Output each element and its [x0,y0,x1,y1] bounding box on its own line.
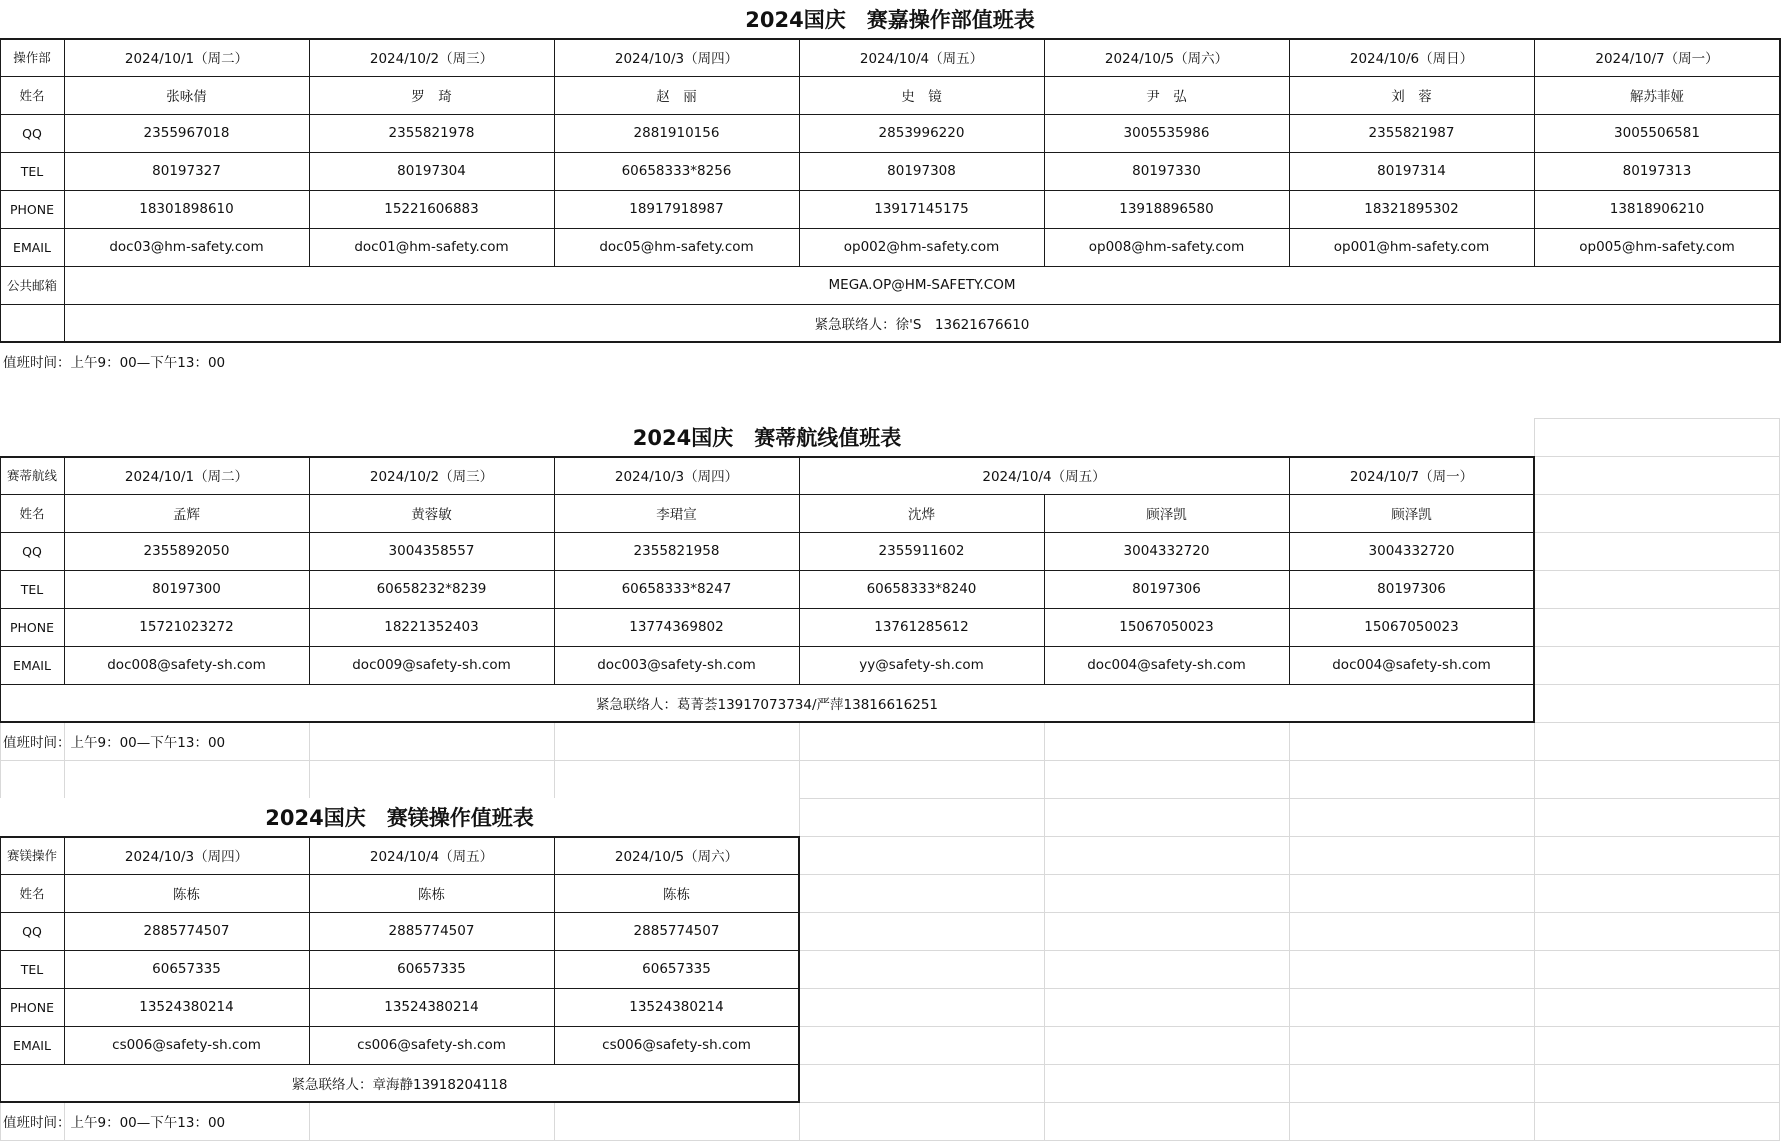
table-row-line [0,228,1780,229]
table2-cell[interactable]: 13774369802 [629,619,724,635]
table1-cell[interactable]: 80197314 [1377,163,1446,179]
table3-corner-label[interactable]: 赛镁操作 [6,848,57,863]
table2-date-3[interactable]: 2024/10/3（周四） [614,469,739,485]
table2-date-4[interactable]: 2024/10/4（周五） [982,469,1106,485]
table-row-line [0,1064,799,1065]
table1-cell[interactable]: 15221606883 [384,201,479,217]
table-row-line [0,266,1780,267]
table-border-left [0,456,1,722]
table2-cell[interactable]: 李珺宣 [656,507,697,523]
table1-row-label[interactable]: TEL [20,163,44,179]
table1-row-label[interactable]: QQ [22,125,42,141]
table-row-line [0,190,1780,191]
table-row-line [0,608,1534,609]
table-row-line [0,114,1780,115]
table2-cell[interactable]: 3004332720 [1368,543,1455,559]
table2-cell[interactable]: 60658333*8240 [866,581,977,597]
table1-cell[interactable]: op002@hm-safety.com [843,239,1000,255]
table-row-line [0,532,1534,533]
table3-row-label[interactable]: 姓名 [19,886,45,901]
table2-cell[interactable]: 15067050023 [1119,619,1214,635]
table2-cell[interactable]: 15721023272 [139,619,234,635]
table1-cell[interactable]: doc01@hm-safety.com [354,239,509,255]
table2-cell[interactable]: 3004358557 [388,543,475,559]
table-col-line [1289,38,1290,266]
table2-cell[interactable]: doc004@safety-sh.com [1087,657,1246,673]
table3-cell[interactable]: cs006@safety-sh.com [112,1037,261,1053]
table-col-line [554,836,555,1064]
table-col-line [554,38,555,266]
table1-cell[interactable]: 2355821987 [1368,125,1455,141]
table1-cell[interactable]: 尹 弘 [1146,89,1187,105]
table3-cell[interactable]: 60657335 [152,961,221,977]
table1-cell[interactable]: 2355967018 [143,125,230,141]
table2-cell[interactable]: 13761285612 [874,619,969,635]
table-border-top [0,836,799,838]
table3-cell[interactable]: 13524380214 [384,999,479,1015]
table3-duty-hours[interactable]: 值班时间：上午9：00—下午13：00 [3,1115,226,1131]
table1-cell[interactable]: 13918896580 [1119,201,1214,217]
table-row-line [0,1026,799,1027]
table3-cell[interactable]: 60657335 [642,961,711,977]
table-row-line [0,152,1780,153]
table1-cell[interactable]: 张咏倩 [166,89,207,105]
table3-title[interactable]: 2024国庆 赛镁操作值班表 [265,806,534,830]
table2-cell[interactable]: yy@safety-sh.com [859,657,984,673]
table-row-line [0,570,1534,571]
table2-cell[interactable]: 孟辉 [173,507,200,523]
table3-cell[interactable]: 陈栋 [173,887,200,903]
table1-cell[interactable]: 80197308 [887,163,956,179]
table-row-line [0,988,799,989]
table3-cell[interactable]: 60657335 [397,961,466,977]
table1-cell[interactable]: 解苏菲娅 [1630,89,1684,105]
table2-corner-label[interactable]: 赛蒂航线 [6,468,57,483]
table1-cell[interactable]: doc03@hm-safety.com [109,239,264,255]
table2-cell[interactable]: doc009@safety-sh.com [352,657,511,673]
table1-cell[interactable]: op005@hm-safety.com [1579,239,1735,255]
table-border-top [0,38,1780,40]
table-col-line [309,38,310,266]
table-row-line [0,76,1780,77]
table1-cell[interactable]: 60658333*8256 [621,163,732,179]
table1-corner-label[interactable]: 操作部 [13,50,51,65]
table2-title[interactable]: 2024国庆 赛蒂航线值班表 [632,426,902,450]
table2-cell[interactable]: doc004@safety-sh.com [1332,657,1491,673]
table-col-line [64,456,65,684]
table1-cell[interactable]: 3005506581 [1614,125,1700,141]
table2-row-label[interactable]: QQ [22,543,42,559]
table1-cell[interactable]: 3005535986 [1123,125,1210,141]
table-col-line [1289,456,1290,684]
table3-cell[interactable]: 2885774507 [633,923,720,939]
table1-date-2[interactable]: 2024/10/2（周三） [369,51,494,67]
table1-emergency-contact[interactable]: 紧急联络人：徐'S 13621676610 [814,317,1030,333]
table2-cell[interactable]: 2355821958 [633,543,720,559]
table1-cell[interactable]: 80197304 [397,163,466,179]
table1-cell[interactable]: 13917145175 [874,201,969,217]
table-row-line [0,304,1780,305]
table2-cell[interactable]: 60658333*8247 [621,581,732,597]
table2-row-label[interactable]: EMAIL [13,657,51,673]
table-border-right [798,836,800,1103]
table3-row-label[interactable]: TEL [20,961,44,977]
table3-cell[interactable]: 陈栋 [663,887,690,903]
table2-date-1[interactable]: 2024/10/1（周二） [124,469,249,485]
table1-cell[interactable]: 18917918987 [629,201,724,217]
table2-cell[interactable]: 60658232*8239 [376,581,487,597]
table3-cell[interactable]: 13524380214 [629,999,724,1015]
table1-cell[interactable]: 18301898610 [139,201,234,217]
table1-cell[interactable]: 80197313 [1622,163,1692,179]
table3-emergency-contact[interactable]: 紧急联络人：章海静13918204118 [291,1077,508,1093]
table3-date-1[interactable]: 2024/10/3（周四） [124,849,249,865]
table2-row-label[interactable]: PHONE [9,619,55,635]
table-border-top [0,456,1534,458]
table1-cell[interactable]: 80197327 [152,163,221,179]
table1-cell[interactable]: 18321895302 [1364,201,1459,217]
table-col-line [1044,38,1045,266]
table2-cell[interactable]: 沈烨 [908,507,935,523]
table2-cell[interactable]: 2355892050 [143,543,230,559]
table3-cell[interactable]: cs006@safety-sh.com [602,1037,751,1053]
table-col-line [309,456,310,684]
table2-cell[interactable]: doc003@safety-sh.com [597,657,756,673]
table2-cell[interactable]: 18221352403 [384,619,479,635]
table1-date-7[interactable]: 2024/10/7（周一） [1595,51,1719,67]
table3-row-label[interactable]: EMAIL [13,1037,51,1053]
table1-cell[interactable]: op001@hm-safety.com [1333,239,1490,255]
table-col-line [64,836,65,1064]
table1-date-6[interactable]: 2024/10/6（周日） [1349,51,1474,67]
table1-title[interactable]: 2024国庆 赛嘉操作部值班表 [745,8,1035,32]
table3-date-2[interactable]: 2024/10/4（周五） [369,849,494,865]
table1-date-5[interactable]: 2024/10/5（周六） [1104,51,1229,67]
table2-cell[interactable]: 2355911602 [878,543,965,559]
table1-public-mailbox[interactable]: MEGA.OP@HM-SAFETY.COM [828,277,1016,293]
table1-date-3[interactable]: 2024/10/3（周四） [614,51,739,67]
table1-row-label[interactable]: 姓名 [19,88,45,103]
table1-cell[interactable]: 罗 琦 [411,89,452,105]
table1-cell[interactable]: 刘 蓉 [1391,89,1432,105]
table3-row-label[interactable]: QQ [22,923,42,939]
table-row-line [0,684,1534,685]
table1-cell[interactable]: 史 镜 [901,89,942,105]
table3-cell[interactable]: 2885774507 [143,923,230,939]
table-row-line [0,494,1534,495]
table2-row-label[interactable]: TEL [20,581,44,597]
table2-cell[interactable]: 15067050023 [1364,619,1459,635]
table1-cell[interactable]: doc05@hm-safety.com [599,239,754,255]
table-col-line [799,456,800,684]
table1-cell[interactable]: op008@hm-safety.com [1088,239,1245,255]
table3-cell[interactable]: 13524380214 [139,999,234,1015]
table-row-line [0,874,799,875]
table1-duty-hours[interactable]: 值班时间：上午9：00—下午13：00 [3,355,226,371]
table2-cell[interactable]: 3004332720 [1123,543,1210,559]
table1-cell[interactable]: 13818906210 [1609,201,1705,217]
table-col-line [1044,494,1045,684]
table-col-line [1534,38,1535,266]
table-border-right [1533,456,1535,723]
table1-row-label[interactable]: EMAIL [13,239,51,255]
table2-date-5[interactable]: 2024/10/7（周一） [1349,469,1474,485]
table3-cell[interactable]: cs006@safety-sh.com [357,1037,506,1053]
table3-cell[interactable]: 2885774507 [388,923,475,939]
gridline-h [0,760,1780,761]
table-col-line [64,38,65,342]
table2-cell[interactable]: 顾泽凯 [1391,507,1432,523]
table2-cell[interactable]: 80197300 [152,581,221,597]
table2-cell[interactable]: doc008@safety-sh.com [107,657,266,673]
table2-duty-hours[interactable]: 值班时间：上午9：00—下午13：00 [3,735,226,751]
table3-cell[interactable]: 陈栋 [418,887,445,903]
table-col-line [554,456,555,684]
table-border-left [0,836,1,1102]
table2-cell[interactable]: 80197306 [1132,581,1201,597]
table3-date-3[interactable]: 2024/10/5（周六） [614,849,739,865]
table-col-line [799,38,800,266]
table1-row-label[interactable]: PHONE [9,201,55,217]
table-row-line [0,912,799,913]
table3-row-label[interactable]: PHONE [9,999,55,1015]
table2-cell[interactable]: 80197306 [1377,581,1446,597]
table-row-line [0,950,799,951]
table1-date-4[interactable]: 2024/10/4（周五） [859,51,984,67]
table2-emergency-contact[interactable]: 紧急联络人：葛菁荟13917073734/严萍13816616251 [595,697,938,713]
table1-cell[interactable]: 赵 丽 [656,89,697,105]
table1-public-mailbox-label[interactable]: 公共邮箱 [6,278,57,293]
table2-row-label[interactable]: 姓名 [19,506,45,521]
table2-cell[interactable]: 黄蓉敏 [411,507,452,523]
table-col-line [309,836,310,1064]
table2-date-2[interactable]: 2024/10/2（周三） [369,469,494,485]
table1-date-1[interactable]: 2024/10/1（周二） [124,51,249,67]
table1-cell[interactable]: 80197330 [1132,163,1201,179]
table1-cell[interactable]: 2853996220 [878,125,965,141]
table2-cell[interactable]: 顾泽凯 [1146,507,1187,523]
table-row-line [0,646,1534,647]
table1-cell[interactable]: 2881910156 [633,125,720,141]
table1-cell[interactable]: 2355821978 [388,125,475,141]
